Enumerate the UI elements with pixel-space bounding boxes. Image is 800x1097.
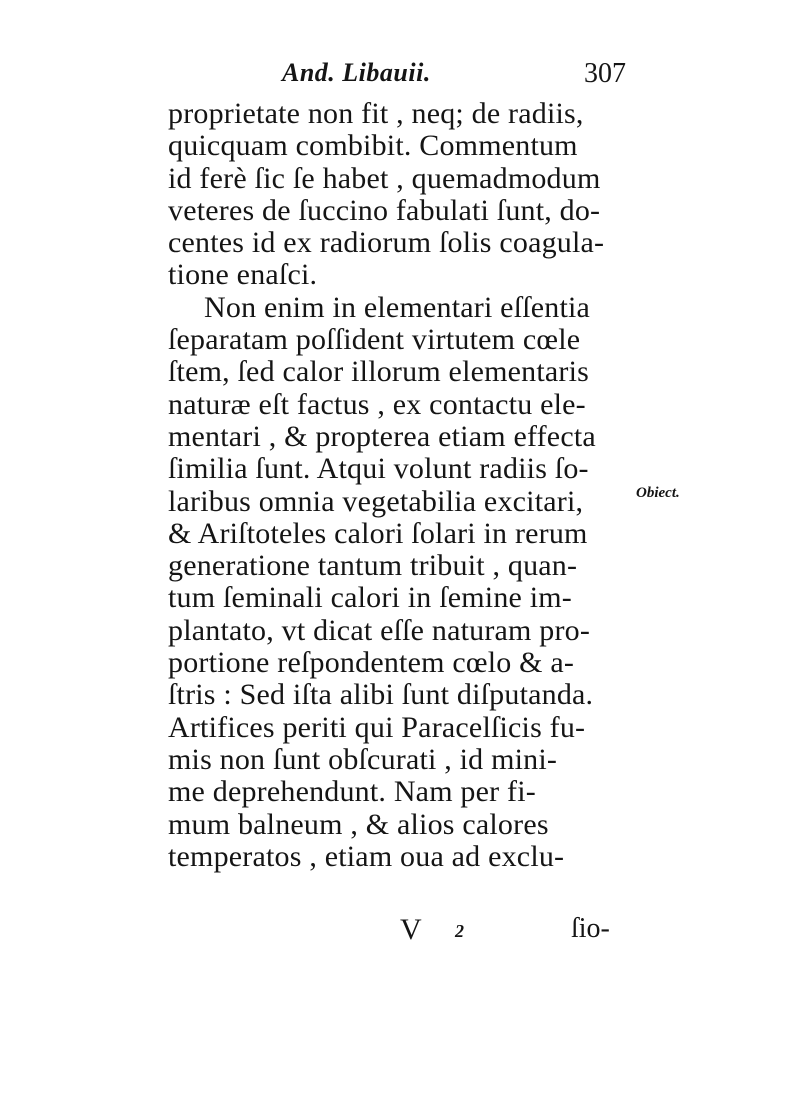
signature-number: 2	[455, 921, 464, 941]
paragraph-first-line: Non enim in elementari eſſentia	[204, 290, 591, 324]
body-text	[168, 98, 628, 873]
signature-mark: V	[400, 913, 422, 946]
page-number: 307	[584, 58, 626, 89]
text-line: quicquam combibit. Commentum	[168, 129, 578, 163]
text-line: ſtem, ſed calor illorum elementaris	[168, 355, 590, 389]
running-title: And. Libauii.	[282, 58, 431, 87]
text-line: ſtris : Sed iſta alibi ſunt diſputanda.	[168, 678, 594, 712]
catchword: ſio-	[571, 913, 610, 944]
text-line: mentari , & propterea etiam effecta	[168, 419, 596, 453]
marginal-note: Obiect.	[636, 485, 680, 501]
text-line: ſimilia ſunt. Atqui volunt radiis ſo-	[168, 452, 589, 486]
text-line: temperatos , etiam oua ad exclu-	[168, 839, 565, 873]
text-line: ſeparatam poſſident virtutem cœle	[168, 323, 581, 357]
text-line: mum balneum , & alios calores	[168, 807, 549, 841]
text-line: naturæ eſt factus , ex contactu ele-	[168, 387, 586, 421]
text-line: id ferè ſic ſe habet , quemadmodum	[168, 161, 601, 195]
text-line: Artifices periti qui Paracelſicis fu-	[168, 710, 586, 744]
text-line: tum ſeminali calori in ſemine im-	[168, 581, 572, 615]
text-line: proprietate non fit , neq; de radiis,	[168, 97, 584, 130]
page-footer	[168, 913, 628, 953]
text-line: veteres de ſuccino fabulati ſunt, do-	[168, 193, 601, 227]
text-line: me deprehendunt. Nam per fi-	[168, 775, 536, 809]
text-line: laribus omnia vegetabilia excitari,	[168, 484, 584, 518]
text-line: & Ariſtoteles calori ſolari in rerum	[168, 516, 588, 550]
text-line: generatione tantum tribuit , quan-	[168, 549, 578, 583]
text-line: tione enaſci.	[168, 258, 318, 292]
text-line: centes id ex radiorum ſolis coagula-	[168, 226, 605, 260]
text-line: plantato, vt dicat eſſe naturam pro-	[168, 613, 591, 647]
running-head	[170, 58, 630, 98]
text-line: portione reſpondentem cœlo & a-	[168, 646, 575, 680]
text-line: mis non ſunt obſcurati , id mini-	[168, 742, 558, 776]
